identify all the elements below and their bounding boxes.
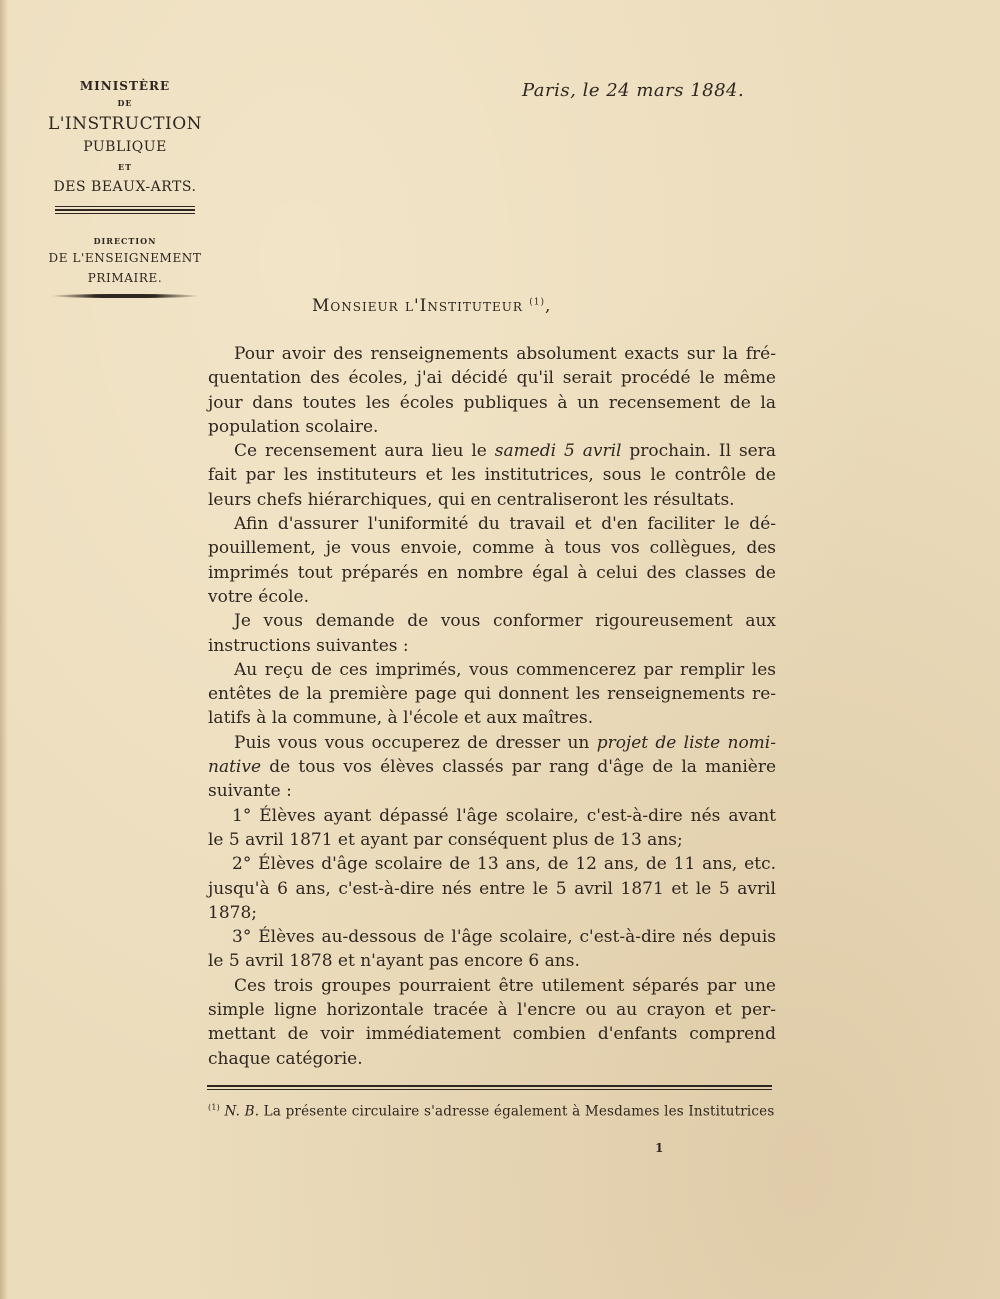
page-number: 1 xyxy=(655,1141,664,1155)
salutation xyxy=(312,296,551,316)
letterhead-de: DE xyxy=(117,98,133,108)
letterhead-rule xyxy=(55,206,195,214)
list-item-2: 2° Élèves d'âge scolaire de 13 ans, de 12 ans, de 11 ans, etc. jusqu'à 6 ans, c'est-à-dire nés entre le 5 avril 1871 et le 5 avril 1878; xyxy=(208,854,776,923)
footnote-mark: (1) xyxy=(208,1103,220,1112)
paragraph-7: Ces trois groupes pourraient être utilement séparés par une simple ligne horizontale tracée à l'encre ou au crayon et per-mettant de voir immédiatement combien d'enfants comprend chaque catégorie. xyxy=(208,975,776,1069)
footnote-separator xyxy=(207,1083,772,1092)
paragraph-4: Je vous demande de vous conformer rigoureusement aux instructions suivantes : xyxy=(208,611,776,656)
paragraph-5: Au reçu de ces imprimés, vous commencerez par remplir les entêtes de la première page qui donnent les renseignements re-latifs à la commune, à l'école et aux maîtres. xyxy=(208,659,776,729)
footnote-reference: (1) xyxy=(529,297,546,308)
letter-body xyxy=(208,342,776,1071)
letterhead-beaux-arts: DES BEAUX-ARTS. xyxy=(53,179,197,195)
paragraph-1: Pour avoir des renseignements absolument exacts sur la fré-quentation des écoles, j'ai décidé qu'il serait procédé le même jour dans toutes les écoles publiques à un recensement de la population scolaire. xyxy=(208,344,776,437)
paragraph-6-text-b: de tous vos élèves classés par rang d'âge de la manière suivante : xyxy=(208,757,776,802)
footnote-nb: N. B. xyxy=(224,1103,260,1120)
letterhead xyxy=(40,78,210,298)
ornamental-rule xyxy=(51,294,199,298)
paragraph-6-emphasis: projet de liste nomi-native xyxy=(208,732,776,778)
paragraph-6-text-a: Puis vous vous occuperez de dresser un xyxy=(234,732,597,753)
direction-enseignement: DE L'ENSEIGNEMENT xyxy=(48,251,202,265)
paragraph-2-text-a: Ce recensement aura lieu le xyxy=(234,441,495,462)
paragraph-2 xyxy=(208,439,776,512)
list-item-3: 3° Élèves au-dessous de l'âge scolaire, c'est-à-dire nés depuis le 5 avril 1878 et n'ayant pas encore 6 ans. xyxy=(208,927,776,972)
letterhead-publique: PUBLIQUE xyxy=(83,139,167,155)
direction-label: DIRECTION xyxy=(93,236,157,246)
paragraph-3: Afin d'assurer l'uniformité du travail et d'en faciliter le dé-pouillement, je vous envoie, comme à tous vos collègues, des imprimés tout préparés en nombre égal à celui des classes de votre école. xyxy=(208,514,776,607)
footnote xyxy=(208,1103,778,1120)
paragraph-6 xyxy=(208,731,776,804)
page-edge-shadow xyxy=(0,0,8,1299)
letterhead-instruction: L'INSTRUCTION xyxy=(47,114,203,134)
paragraph-2-text-b: prochain. Il sera fait par les instituteurs et les institutrices, sous le contrôle de leurs chefs hiérarchiques, qui en centraliseront les résultats. xyxy=(208,441,776,510)
direction-block xyxy=(40,234,210,288)
paragraph-2-emphasis: samedi 5 avril xyxy=(494,441,622,462)
letterhead-et: ET xyxy=(117,162,133,172)
letter-date: Paris, le 24 mars 1884. xyxy=(522,80,745,101)
direction-primaire: PRIMAIRE. xyxy=(87,271,163,285)
footnote-text: La présente circulaire s'adresse également à Mesdames les Institutrices xyxy=(259,1103,775,1120)
salutation-text: Monsieur l'Instituteur xyxy=(312,296,523,316)
letterhead-ministere: MINISTÈRE xyxy=(79,79,171,93)
list-item-1: 1° Élèves ayant dépassé l'âge scolaire, c'est-à-dire nés avant le 5 avril 1871 et ayant par conséquent plus de 13 ans; xyxy=(208,805,776,850)
salutation-comma: , xyxy=(545,296,552,316)
